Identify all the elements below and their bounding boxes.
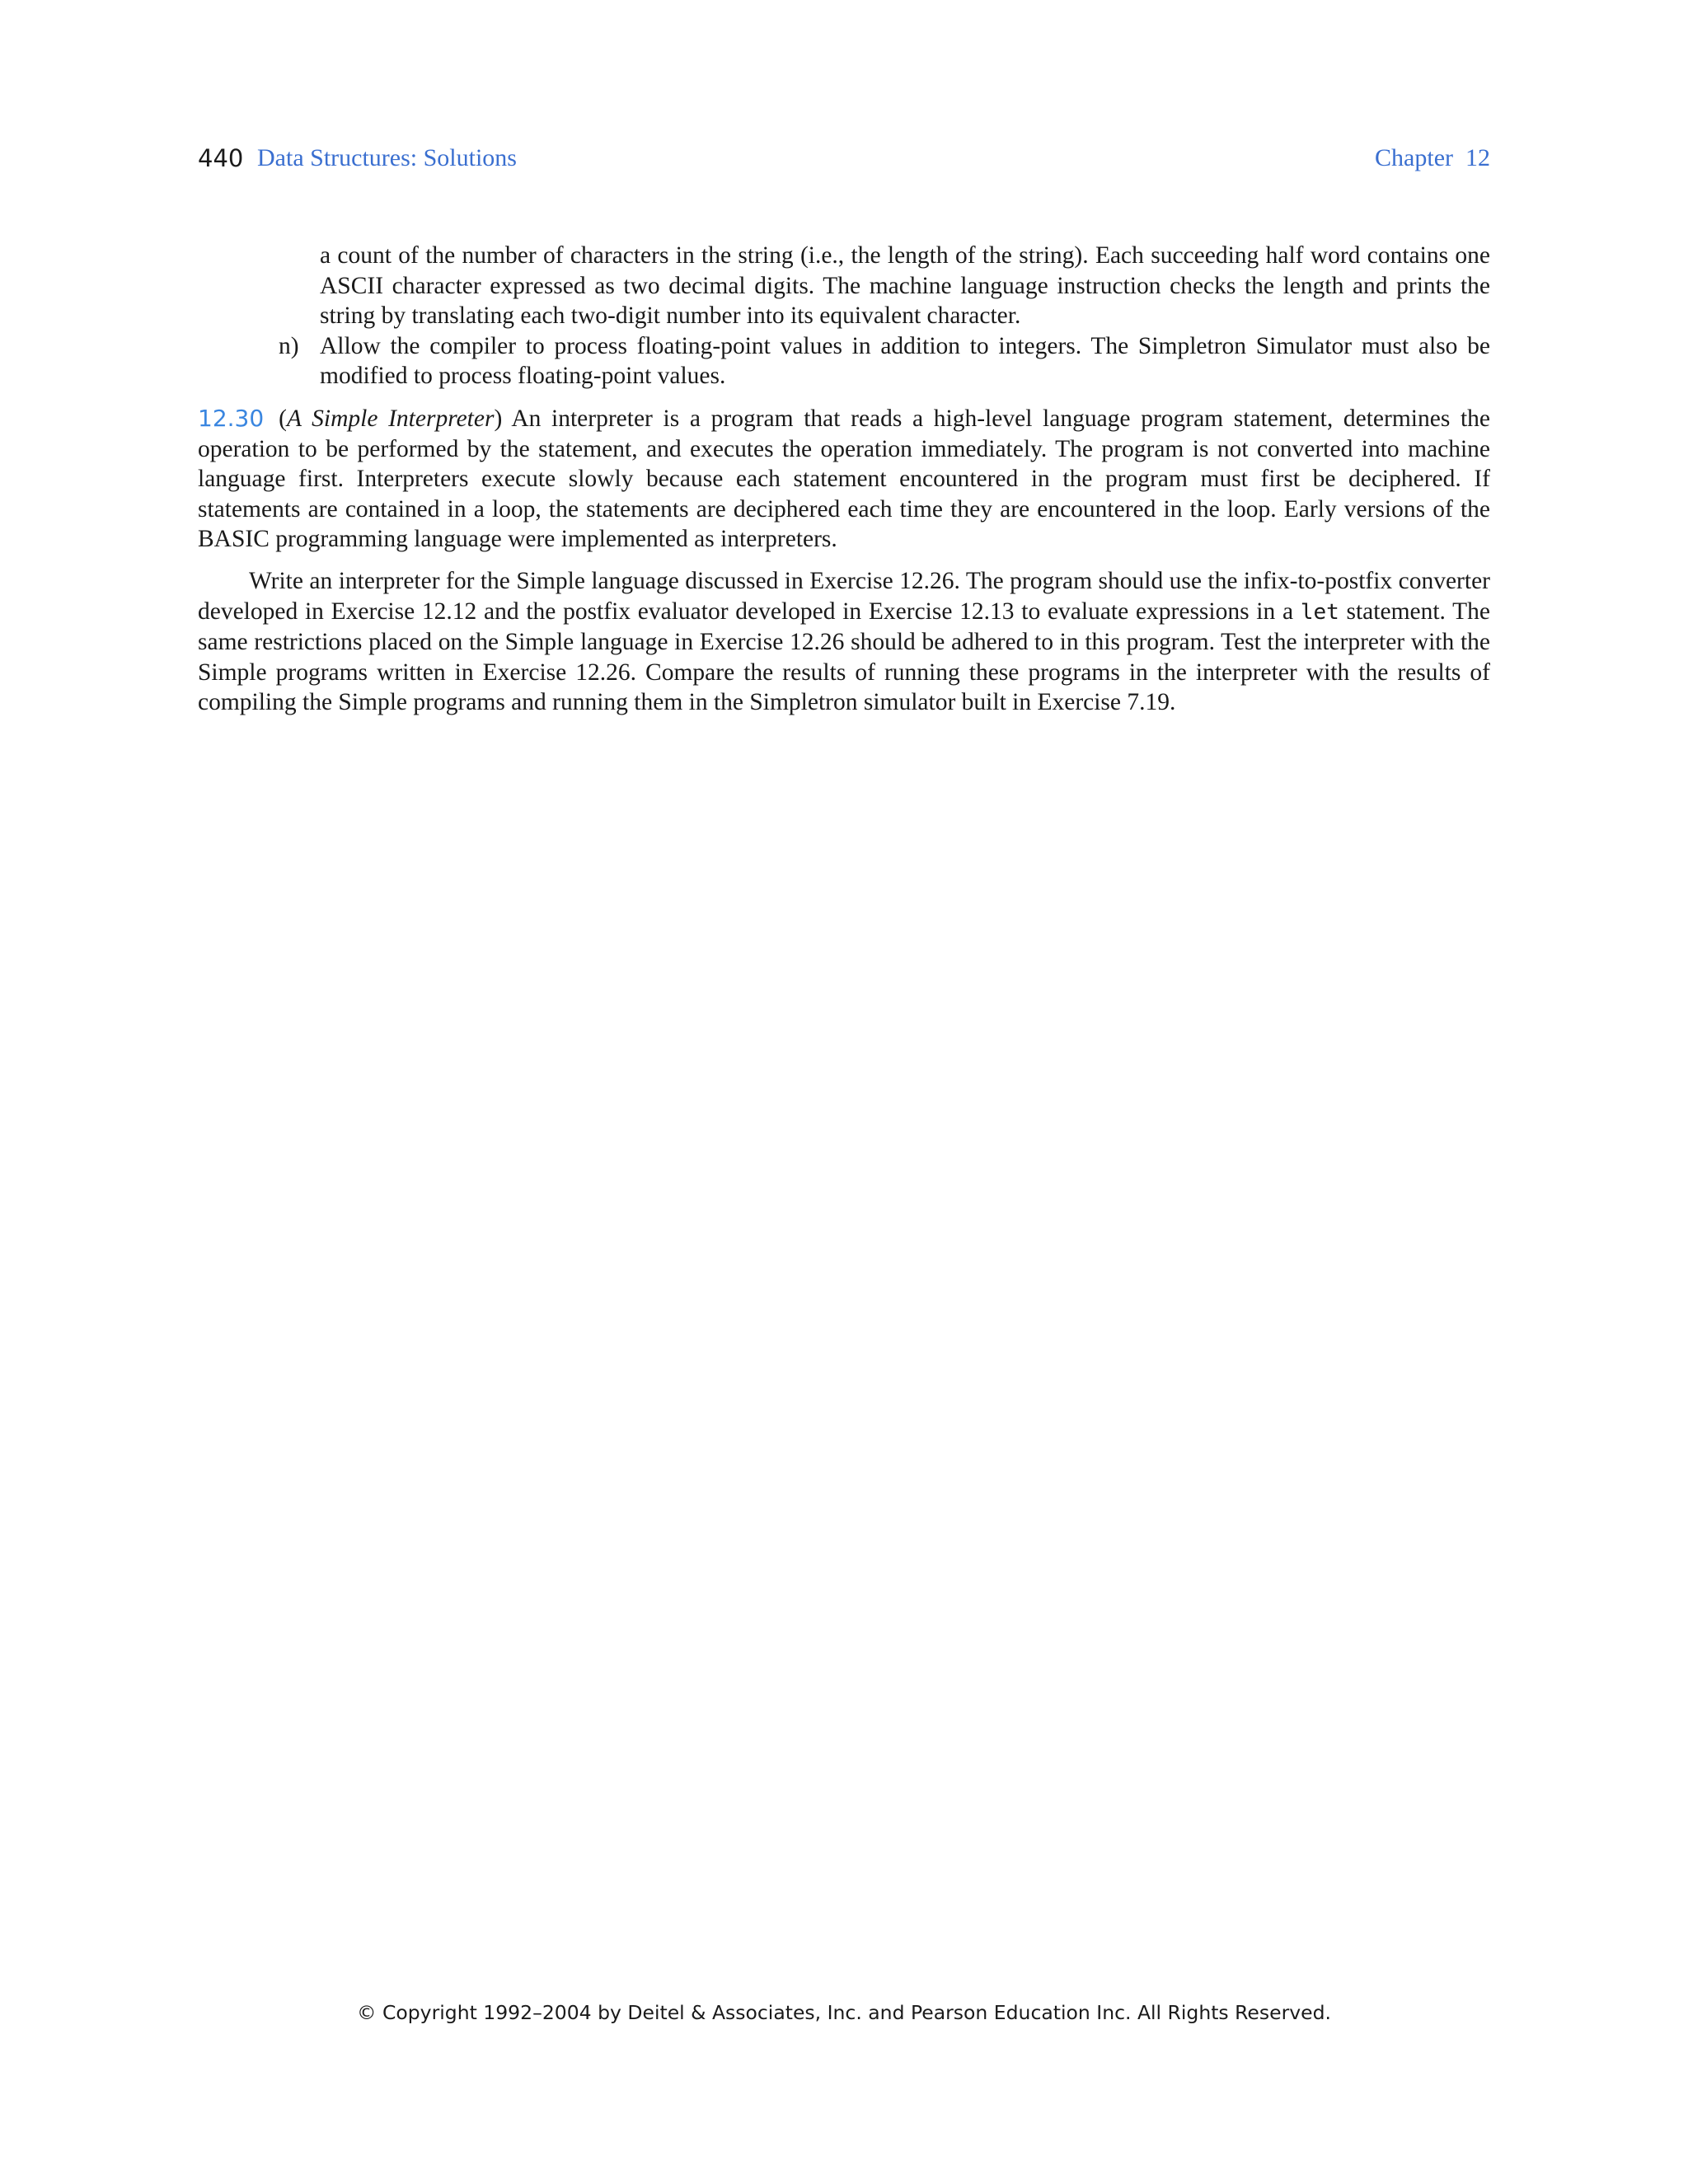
exercise-number: 12.30	[198, 404, 265, 432]
let-keyword: let	[1300, 599, 1339, 625]
list-item-label: n)	[279, 332, 299, 359]
list-item-n	[279, 331, 1490, 391]
exercise-close-paren: )	[494, 405, 503, 432]
page-body	[198, 241, 1490, 718]
exercise-task-paragraph	[198, 566, 1490, 718]
list-item-text: Allow the compiler to process floating-point values in addition to integers. The Simpletron Simulator must also be modified to process floating-point values.	[320, 332, 1490, 390]
exercise-task-part1: Write an interpreter for the Simple language discussed in Exercise 12.26. The program should use the infix-to-postfix converter developed in Exercise 12.12 and the postfix evaluator developed in Exercise 12.13 to evaluate expressions in a	[198, 567, 1490, 625]
exercise-paragraph	[198, 404, 1490, 555]
exercise-task-part2: statement. The same restrictions placed on the Simple language in Exercise 12.26 should be adhered to in this program. Test the interpreter with the Simple programs written in Exercise 12.26. Compare the results of running these programs in the interpreter with the results of compiling the Simple programs and running them in the Simpletron simulator built in Exercise 7.19.	[198, 598, 1490, 716]
chapter-label: Chapter 12	[1375, 144, 1490, 171]
exercise-title: A Simple Interpreter	[287, 405, 495, 432]
exercise-intro: An interpreter is a program that reads a high-level language program statement, determines the operation to be performed by the statement, and executes the operation immediately. The program is not converted into machine language first. Interpreters execute slowly because each statement encountered in the program must first be deciphered. If statements are contained in a loop, the statements are deciphered each time they are encountered in the loop. Early versions of the BASIC programming language were implemented as interpreters.	[198, 405, 1491, 553]
exercise-open-paren: (	[279, 405, 287, 432]
running-title: Data Structures: Solutions	[257, 144, 517, 171]
page-header	[198, 140, 1490, 176]
continuation-paragraph: a count of the number of characters in the string (i.e., the length of the string). Each succeeding half word contains one ASCII character expressed as two decimal digits. The machine language instruction checks the length and prints the string by translating each two-digit number into its equivalent character.	[320, 242, 1490, 330]
page-number: 440	[198, 144, 244, 172]
copyright-footer: © Copyright 1992–2004 by Deitel & Associates, Inc. and Pearson Education Inc. All Rights Reserved.	[357, 2001, 1331, 2024]
